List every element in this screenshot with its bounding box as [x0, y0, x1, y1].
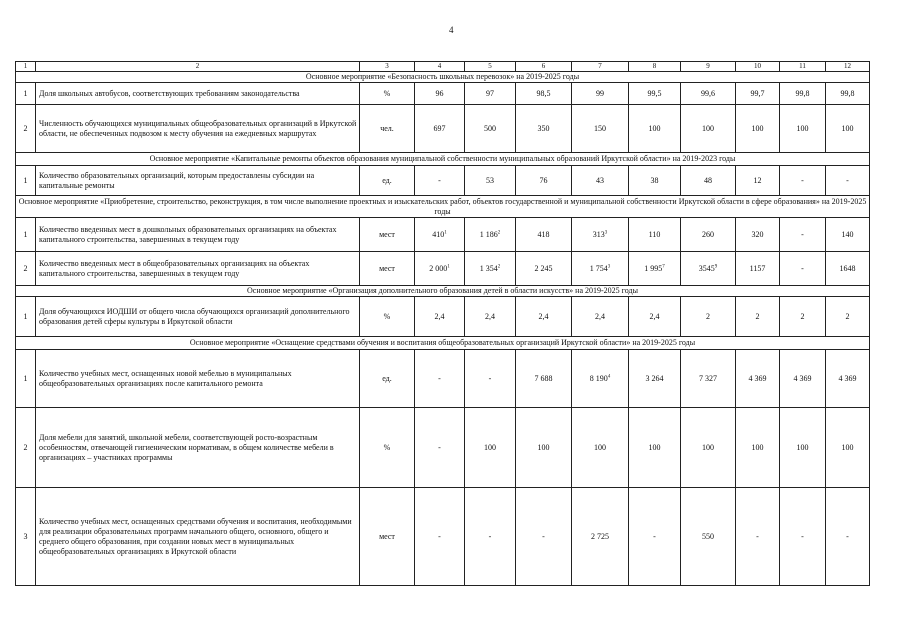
value-cell — [415, 83, 465, 105]
unit-cell: ед. — [360, 350, 415, 408]
value-text: 140 — [841, 229, 854, 239]
value-text: 4 369 — [838, 373, 857, 383]
column-number-cell: 6 — [516, 62, 572, 72]
value-cell — [629, 166, 681, 196]
value-cell — [629, 297, 681, 337]
value-cell — [736, 105, 780, 153]
column-number-cell: 11 — [780, 62, 826, 72]
value-text: 99,5 — [647, 88, 662, 98]
value-text: 2 — [800, 311, 805, 321]
value-text: 3545 — [698, 263, 715, 273]
value-cell — [516, 105, 572, 153]
value-cell — [826, 408, 870, 488]
value-text: 100 — [648, 442, 661, 452]
unit-cell: мест — [360, 252, 415, 286]
row-number: 2 — [16, 408, 36, 488]
value-cell — [681, 350, 736, 408]
value-text: 7 688 — [534, 373, 553, 383]
table-row — [16, 83, 870, 105]
value-text: - — [653, 531, 656, 541]
value-cell — [681, 83, 736, 105]
value-text: 2,4 — [538, 311, 549, 321]
value-cell — [465, 166, 516, 196]
indicator-description: Количество введенных мест в дошкольных образовательных организациях на объектах капитального строительства, завершенных в текущем году — [36, 218, 360, 252]
value-text: 2 — [755, 311, 760, 321]
value-text: 7 327 — [699, 373, 717, 383]
value-cell — [415, 408, 465, 488]
row-number: 1 — [16, 218, 36, 252]
column-number-cell: 7 — [572, 62, 629, 72]
value-cell — [415, 252, 465, 286]
value-cell — [415, 166, 465, 196]
section-header-row — [16, 196, 870, 218]
section-title: Основное мероприятие «Капитальные ремонты объектов образования муниципальной собственности муниципальных образований Иркутской области» на 2019-2023 годы — [16, 153, 870, 166]
value-cell — [780, 105, 826, 153]
value-cell — [780, 350, 826, 408]
indicators-table — [15, 61, 870, 586]
value-cell — [780, 166, 826, 196]
unit-cell: ед. — [360, 166, 415, 196]
value-text: 150 — [594, 123, 606, 133]
table-row — [16, 297, 870, 337]
value-text: 100 — [751, 123, 764, 133]
value-text: 350 — [537, 123, 550, 133]
value-text: 2,4 — [649, 311, 660, 321]
unit-cell: % — [360, 297, 415, 337]
footnote-marker: 1 — [444, 229, 447, 235]
unit-cell: мест — [360, 218, 415, 252]
value-cell — [629, 408, 681, 488]
value-text: 313 — [592, 229, 605, 239]
table-row — [16, 408, 870, 488]
value-cell — [736, 297, 780, 337]
value-cell — [681, 166, 736, 196]
value-text: 96 — [435, 88, 444, 98]
row-number: 1 — [16, 350, 36, 408]
indicator-description: Количество введенных мест в общеобразовательных организациях на объектах капитального строительства, завершенных в текущем году — [36, 252, 360, 286]
footnote-marker: 3 — [607, 263, 611, 269]
value-text: - — [542, 531, 545, 541]
table-row — [16, 488, 870, 586]
value-cell — [516, 83, 572, 105]
value-text: 1157 — [749, 263, 766, 273]
value-cell — [826, 83, 870, 105]
section-header-row — [16, 153, 870, 166]
indicator-description: Численность обучающихся муниципальных общеобразовательных организаций в Иркутской области, не обеспеченных подвозом к месту обучения на ежедневных маршрутах — [36, 105, 360, 153]
value-cell — [415, 488, 465, 586]
value-text: 98,5 — [536, 88, 551, 98]
value-text: - — [846, 531, 849, 541]
value-text: - — [438, 442, 441, 452]
value-cell — [736, 83, 780, 105]
value-text: - — [488, 531, 492, 541]
value-cell — [516, 350, 572, 408]
value-cell — [572, 105, 629, 153]
value-cell — [629, 105, 681, 153]
section-header-row — [16, 286, 870, 297]
column-number-cell: 9 — [681, 62, 736, 72]
value-cell — [681, 408, 736, 488]
column-number-cell: 3 — [360, 62, 415, 72]
value-cell — [629, 488, 681, 586]
value-text: 100 — [841, 442, 854, 452]
value-text: 76 — [539, 175, 548, 185]
value-cell — [629, 350, 681, 408]
value-text: - — [488, 373, 492, 383]
value-text: - — [801, 175, 804, 185]
value-text: - — [756, 531, 759, 541]
value-text: 2,4 — [434, 311, 445, 321]
table-row — [16, 350, 870, 408]
value-text: - — [801, 229, 804, 239]
value-text: 418 — [537, 229, 550, 239]
value-text: - — [438, 175, 441, 185]
value-text: 100 — [841, 123, 854, 133]
value-text: - — [801, 531, 804, 541]
section-title: Основное мероприятие «Приобретение, строительство, реконструкция, в том числе выполнение проектных и изыскательских работ, объектов государственной и муниципальной собственности Иркутской области в сфере образования» на 2019-2025 годы — [16, 196, 870, 218]
value-text: 1 186 — [479, 229, 498, 239]
value-cell — [681, 297, 736, 337]
value-text: 2,4 — [485, 311, 495, 321]
value-text: 100 — [594, 442, 606, 452]
footnote-marker: 7 — [662, 263, 665, 269]
value-cell — [465, 350, 516, 408]
value-text: 1 995 — [644, 263, 663, 273]
value-cell — [629, 83, 681, 105]
value-cell — [826, 105, 870, 153]
value-text: 48 — [704, 175, 712, 185]
indicator-description: Количество учебных мест, оснащенных средствами обучения и воспитания, необходимыми для реализации образовательных программ начального общего, основного, общего и среднего общего образования, при создании новых мест в муниципальных общеобразовательных организациях в Иркутской области — [36, 488, 360, 586]
value-cell — [516, 297, 572, 337]
value-cell — [572, 166, 629, 196]
section-header-row — [16, 72, 870, 83]
value-cell — [516, 408, 572, 488]
footnote-marker: 4 — [607, 373, 611, 379]
value-text: 12 — [753, 175, 762, 185]
column-number-cell: 5 — [465, 62, 516, 72]
value-cell — [736, 408, 780, 488]
value-text: 500 — [484, 123, 496, 133]
value-text: 100 — [537, 442, 550, 452]
value-cell — [415, 297, 465, 337]
value-cell — [465, 408, 516, 488]
value-text: 99,6 — [701, 88, 715, 98]
unit-cell: мест — [360, 488, 415, 586]
value-cell — [415, 105, 465, 153]
value-text: - — [438, 373, 441, 383]
value-text: 4 369 — [748, 373, 767, 383]
value-cell — [572, 218, 629, 252]
value-cell — [736, 350, 780, 408]
table-row — [16, 166, 870, 196]
value-text: 3 264 — [645, 373, 664, 383]
value-text: - — [801, 263, 804, 273]
value-cell — [736, 166, 780, 196]
value-cell — [465, 252, 516, 286]
value-cell — [826, 488, 870, 586]
column-number-row — [16, 62, 870, 72]
row-number: 2 — [16, 105, 36, 153]
value-text: 2 245 — [534, 263, 553, 273]
value-cell — [826, 297, 870, 337]
value-cell — [736, 218, 780, 252]
value-cell — [465, 488, 516, 586]
indicator-description: Количество образовательных организаций, которым предоставлены субсидии на капитальные ремонты — [36, 166, 360, 196]
value-cell — [681, 488, 736, 586]
value-cell — [681, 218, 736, 252]
value-cell — [465, 83, 516, 105]
section-title: Основное мероприятие «Безопасность школьных перевозок» на 2019-2025 годы — [16, 72, 870, 83]
value-text: 4 369 — [793, 373, 812, 383]
value-text: 100 — [484, 442, 496, 452]
value-text: 697 — [433, 123, 446, 133]
value-text: 99,8 — [840, 88, 855, 98]
value-cell — [572, 297, 629, 337]
value-cell — [826, 350, 870, 408]
value-text: 8 190 — [589, 373, 608, 383]
value-cell — [780, 83, 826, 105]
value-text: 100 — [751, 442, 764, 452]
value-cell — [780, 297, 826, 337]
value-cell — [629, 252, 681, 286]
value-text: 1648 — [839, 263, 856, 273]
value-text: 1 354 — [479, 263, 498, 273]
value-cell — [516, 166, 572, 196]
value-text: - — [846, 175, 849, 185]
value-text: 260 — [702, 229, 714, 239]
value-cell — [516, 488, 572, 586]
value-text: 100 — [796, 123, 809, 133]
value-text: 550 — [702, 531, 714, 541]
unit-cell: % — [360, 408, 415, 488]
indicator-description: Доля обучающихся ИОДШИ от общего числа обучающихся организаций дополнительного образования детей сферы культуры в Иркутской области — [36, 297, 360, 337]
value-text: 110 — [648, 229, 661, 239]
value-text: 99,8 — [795, 88, 810, 98]
column-number-cell: 1 — [16, 62, 36, 72]
section-title: Основное мероприятие «Оснащение средствами обучения и воспитания общеобразовательных организаций Иркутской области» на 2019-2025 годы — [16, 337, 870, 350]
column-number-cell: 2 — [36, 62, 360, 72]
value-cell — [681, 252, 736, 286]
value-text: 2,4 — [595, 311, 605, 321]
value-text: 320 — [751, 229, 764, 239]
value-cell — [780, 488, 826, 586]
value-cell — [780, 252, 826, 286]
value-cell — [465, 105, 516, 153]
value-cell — [736, 252, 780, 286]
unit-cell: % — [360, 83, 415, 105]
value-text: - — [438, 531, 441, 541]
page-number: 4 — [449, 25, 454, 35]
column-number-cell: 12 — [826, 62, 870, 72]
column-number-cell: 10 — [736, 62, 780, 72]
value-cell — [780, 408, 826, 488]
value-text: 38 — [650, 175, 659, 185]
value-text: 410 — [432, 229, 445, 239]
table-row — [16, 105, 870, 153]
indicator-description: Доля школьных автобусов, соответствующих требованиям законодательства — [36, 83, 360, 105]
value-text: 100 — [702, 442, 714, 452]
value-cell — [572, 252, 629, 286]
value-cell — [780, 218, 826, 252]
value-cell — [572, 350, 629, 408]
value-cell — [415, 350, 465, 408]
value-text: 100 — [796, 442, 809, 452]
section-header-row — [16, 337, 870, 350]
value-text: 2 — [845, 311, 850, 321]
value-cell — [572, 488, 629, 586]
value-cell — [516, 252, 572, 286]
footnote-marker: 2 — [497, 263, 501, 269]
row-number: 3 — [16, 488, 36, 586]
table-row — [16, 252, 870, 286]
footnote-marker: 2 — [497, 229, 501, 235]
footnote-marker: 9 — [714, 263, 718, 269]
unit-cell: чел. — [360, 105, 415, 153]
value-cell — [572, 408, 629, 488]
value-text: 1 754 — [589, 263, 608, 273]
value-text: 99,7 — [750, 88, 765, 98]
value-text: 43 — [596, 175, 604, 185]
value-text: 100 — [702, 123, 714, 133]
value-cell — [465, 297, 516, 337]
value-cell — [826, 166, 870, 196]
value-text: 100 — [648, 123, 661, 133]
value-text: 2 000 — [429, 263, 448, 273]
row-number: 2 — [16, 252, 36, 286]
value-cell — [629, 218, 681, 252]
value-text: 99 — [596, 88, 604, 98]
section-title: Основное мероприятие «Организация дополнительного образования детей в области искусств» на 2019-2025 годы — [16, 286, 870, 297]
row-number: 1 — [16, 297, 36, 337]
value-cell — [572, 83, 629, 105]
value-cell — [826, 218, 870, 252]
row-number: 1 — [16, 83, 36, 105]
column-number-cell: 4 — [415, 62, 465, 72]
value-cell — [516, 218, 572, 252]
indicator-description: Количество учебных мест, оснащенных новой мебелью в муниципальных общеобразовательных организациях после капитального ремонта — [36, 350, 360, 408]
row-number: 1 — [16, 166, 36, 196]
value-text: 97 — [486, 88, 494, 98]
value-cell — [826, 252, 870, 286]
value-text: 2 — [706, 311, 710, 321]
value-cell — [415, 218, 465, 252]
footnote-marker: 3 — [604, 229, 608, 235]
column-number-cell: 8 — [629, 62, 681, 72]
value-text: 53 — [486, 175, 494, 185]
value-cell — [465, 218, 516, 252]
table-row — [16, 218, 870, 252]
value-cell — [681, 105, 736, 153]
indicator-description: Доля мебели для занятий, школьной мебели, соответствующей росто-возрастным особенностям, отвечающей гигиеническим нормативам, в общем количестве мебели в организациях – участниках программы — [36, 408, 360, 488]
value-text: 2 725 — [591, 531, 609, 541]
footnote-marker: 1 — [447, 263, 450, 269]
value-cell — [736, 488, 780, 586]
